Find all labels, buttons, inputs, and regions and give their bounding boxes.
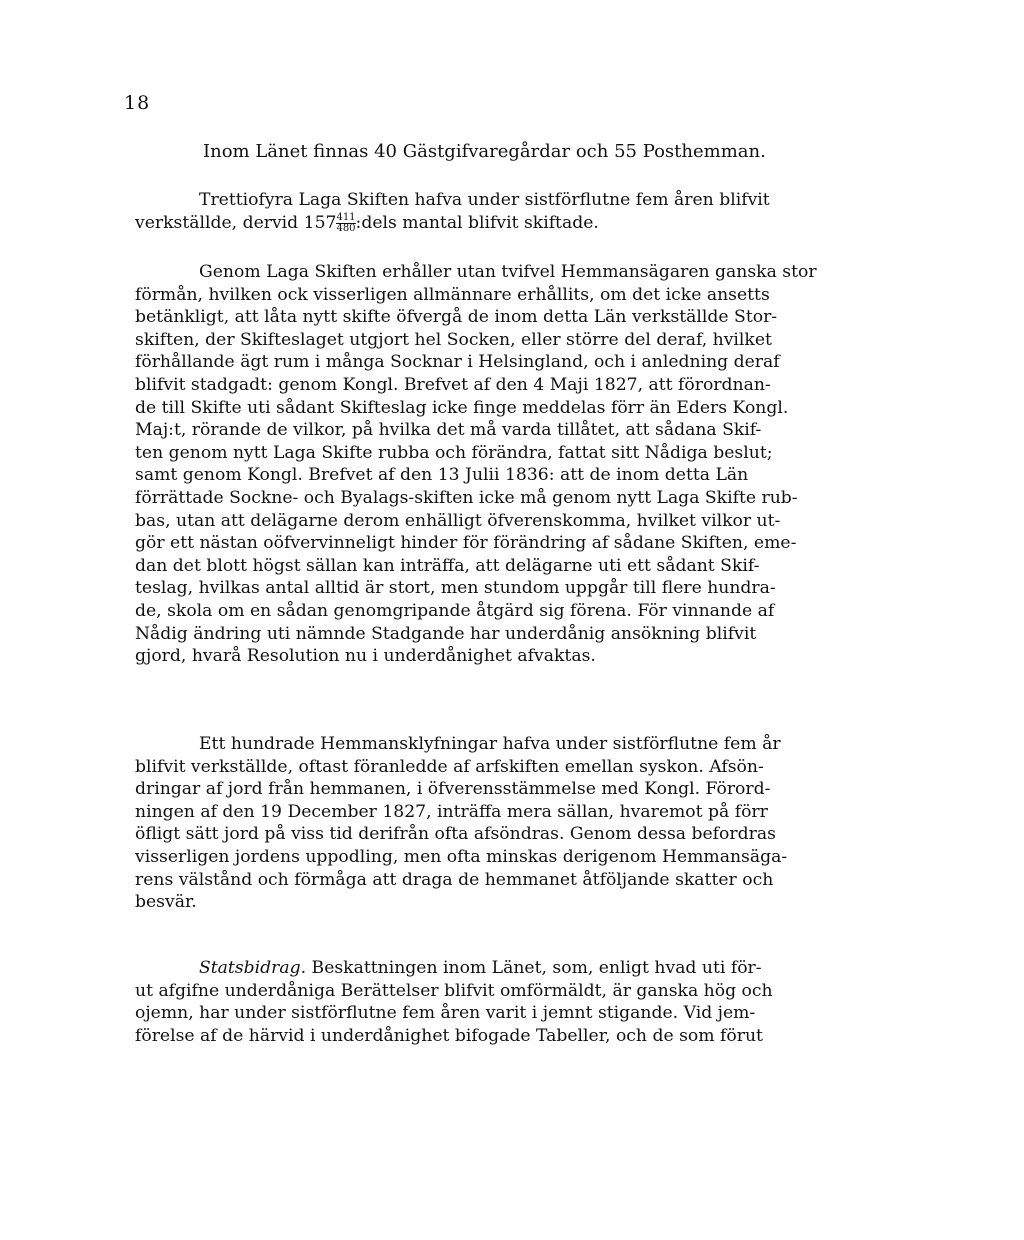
paragraph-line: förmån, hvilken ock visserligen allmännare erhållits, om det icke ansetts <box>135 284 770 305</box>
paragraph-line: betänkligt, att låta nytt skifte öfvergå de inom detta Län verkställde Stor- <box>135 307 778 328</box>
paragraph-line: Ett hundrade Hemmansklyfningar hafva under sistförflutne fem år <box>199 734 781 754</box>
paragraph-line: öfligt sätt jord på viss tid derifrån ofta afsöndras. Genom dessa befordras <box>135 824 776 845</box>
paragraph-line <box>135 957 895 980</box>
paragraph-skiften <box>135 189 895 234</box>
paragraph-statsbidrag <box>135 957 895 1047</box>
page-number: 18 <box>124 92 151 114</box>
mantal-text: verkställde, dervid 157 <box>135 212 337 233</box>
mantal-fraction <box>336 213 355 234</box>
paragraph-line: skiften, der Skifteslaget utgjort hel Socken, eller större del deraf, hvilket <box>135 329 772 350</box>
paragraph-line: förhållande ägt rum i många Socknar i Helsingland, och i anledning deraf <box>135 352 780 373</box>
paragraph-line: de till Skifte uti sådant Skifteslag icke finge meddelas förr än Eders Kongl. <box>135 397 789 418</box>
paragraph-line: dringar af jord från hemmanen, i öfverensstämmelse med Kongl. Förord- <box>135 779 771 800</box>
fraction-numerator: 411 <box>336 211 356 223</box>
paragraph-line: Nådig ändring uti nämnde Stadgande har underdånig ansökning blifvit <box>135 623 757 644</box>
section-heading: Statsbidrag. <box>199 958 307 978</box>
paragraph-line: Maj:t, rörande de vilkor, på hvilka det må varda tillåtet, att sådana Skif- <box>135 420 762 441</box>
paragraph-line: förrättade Sockne- och Byalags-skiften icke må genom nytt Laga Skifte rub- <box>135 487 798 508</box>
paragraph-line: ten genom nytt Laga Skifte rubba och förändra, fattat sitt Nådiga beslut; <box>135 442 773 463</box>
paragraph-line: gjord, hvarå Resolution nu i underdånighet afvaktas. <box>135 646 596 667</box>
paragraph-line: blifvit stadgadt: genom Kongl. Brefvet af den 4 Maji 1827, att förordnan- <box>135 374 771 395</box>
paragraph-line: förelse af de härvid i underdånighet bifogade Tabeller, och de som förut <box>135 1025 763 1046</box>
paragraph-line: rens välstånd och förmåga att draga de hemmanet åtföljande skatter och <box>135 869 774 890</box>
paragraph-line: ojemn, har under sistförflutne fem åren varit i jemnt stigande. Vid jem- <box>135 1003 756 1024</box>
paragraph-hemmansklyfningar <box>135 733 895 914</box>
paragraph-line: samt genom Kongl. Brefvet af den 13 Julii 1836: att de inom detta Län <box>135 465 749 486</box>
paragraph-line: besvär. <box>135 892 197 913</box>
intro-text: Inom Länet finnas 40 Gästgifvaregårdar och 55 Posthemman. <box>203 141 766 162</box>
fraction-denominator: 480 <box>336 222 356 234</box>
paragraph-line: Genom Laga Skiften erhåller utan tvifvel Hemmansägaren ganska stor <box>199 262 817 282</box>
paragraph-line: dan det blott högst sällan kan inträffa, att delägarne uti ett sådant Skif- <box>135 555 760 576</box>
mantal-suffix: :dels mantal blifvit skiftade. <box>355 212 599 233</box>
paragraph-line: de, skola om en sådan genomgripande åtgärd sig förena. För vinnande af <box>135 600 775 621</box>
paragraph-line: bas, utan att delägarne derom enhälligt öfverenskomma, hvilket vilkor ut- <box>135 510 781 531</box>
intro-line <box>135 141 895 164</box>
paragraph-line: blifvit verkställde, oftast föranledde af arfskiften emellan syskon. Afsön- <box>135 756 764 777</box>
paragraph-line: visserligen jordens uppodling, men ofta minskas derigenom Hemmansäga- <box>135 846 788 867</box>
paragraph-line: teslag, hvilkas antal alltid är stort, men stundom uppgår till flere hundra- <box>135 578 776 599</box>
paragraph-laga-skiften <box>135 261 895 668</box>
paragraph-text: Beskattningen inom Länet, som, enligt hvad uti för- <box>306 958 762 978</box>
paragraph-line: gör ett nästan oöfvervinneligt hinder för förändring af sådane Skiften, eme- <box>135 533 797 554</box>
paragraph-line: ut afgifne underdåniga Berättelser blifvit omförmäldt, är ganska hög och <box>135 980 773 1001</box>
paragraph-line: Trettiofyra Laga Skiften hafva under sistförflutne fem åren blifvit <box>199 190 770 210</box>
paragraph-line <box>135 212 895 235</box>
paragraph-line: ningen af den 19 December 1827, inträffa mera sällan, hvaremot på förr <box>135 801 768 822</box>
